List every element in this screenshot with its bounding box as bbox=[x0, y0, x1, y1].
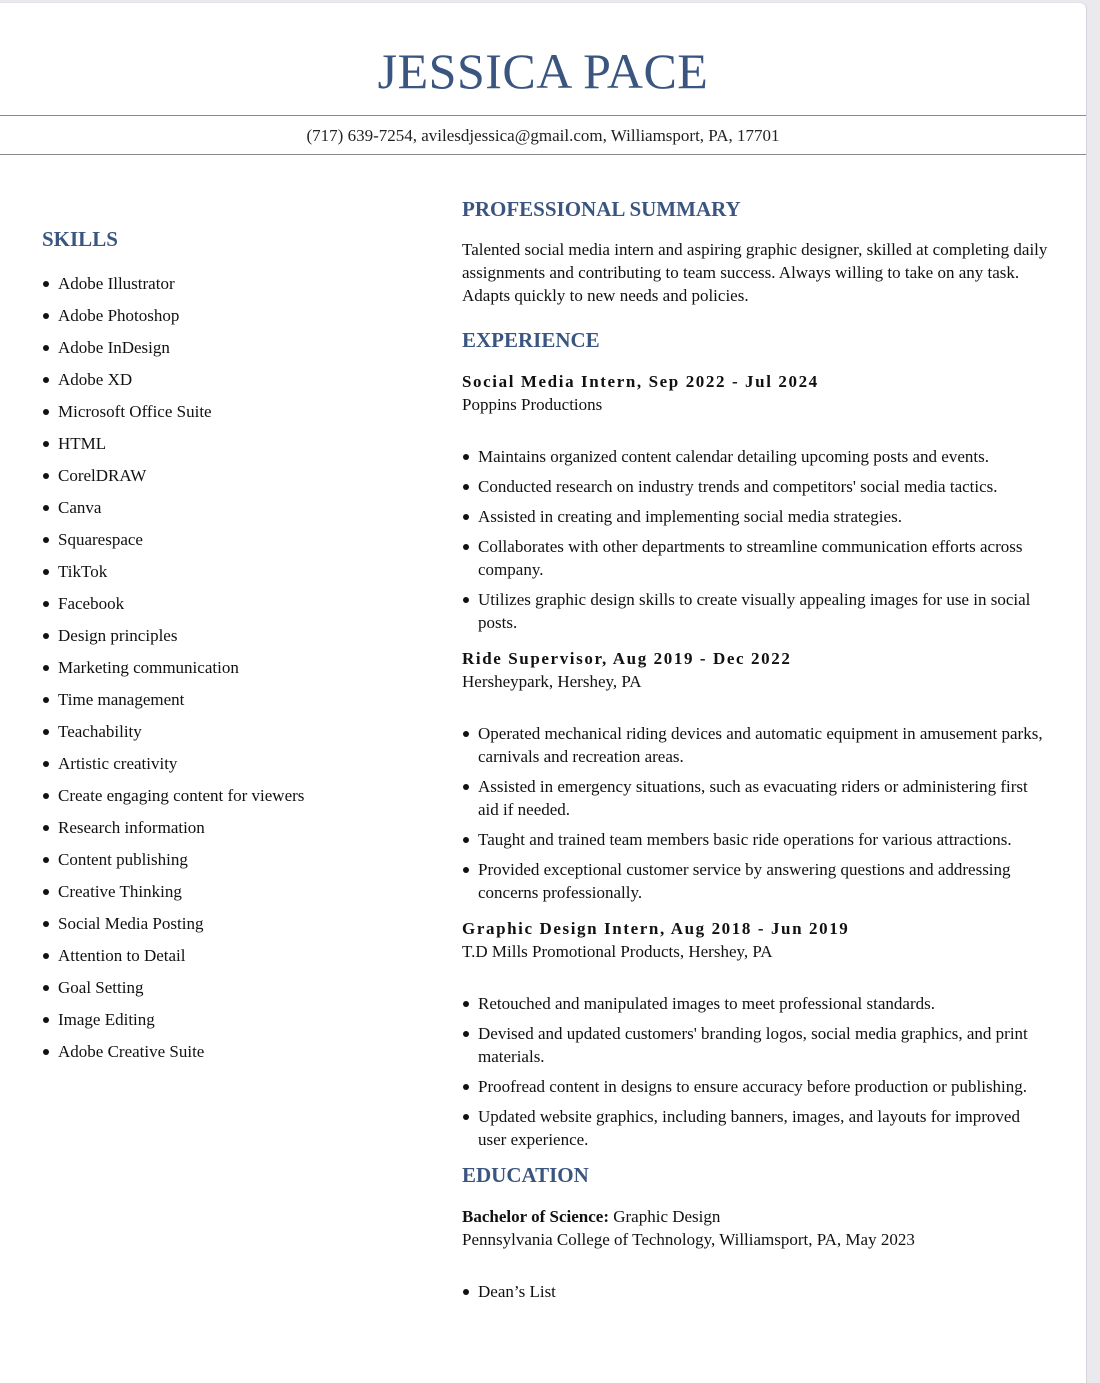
skill-item: Creative Thinking bbox=[42, 876, 402, 908]
skill-item: Create engaging content for viewers bbox=[42, 780, 402, 812]
skill-item: Adobe XD bbox=[42, 364, 402, 396]
skill-item: Marketing communication bbox=[42, 652, 402, 684]
summary-section bbox=[462, 196, 1052, 307]
skill-item: Squarespace bbox=[42, 524, 402, 556]
experience-title: EXPERIENCE bbox=[462, 328, 600, 352]
skill-item: Social Media Posting bbox=[42, 908, 402, 940]
skill-item: TikTok bbox=[42, 556, 402, 588]
education-title: EDUCATION bbox=[462, 1163, 589, 1187]
skill-item: Goal Setting bbox=[42, 972, 402, 1004]
job-bullet: Updated website graphics, including banners, images, and layouts for improved user experience. bbox=[462, 1105, 1052, 1151]
job-bullet: Utilizes graphic design skills to create visually appealing images for use in social posts. bbox=[462, 588, 1052, 634]
skill-item: Adobe InDesign bbox=[42, 332, 402, 364]
education-section bbox=[462, 1162, 1052, 1303]
job-bullet: Maintains organized content calendar detailing upcoming posts and events. bbox=[462, 445, 1052, 468]
main-column bbox=[462, 196, 1052, 1310]
skill-item: Adobe Illustrator bbox=[42, 268, 402, 300]
job-title: Social Media Intern, Sep 2022 - Jul 2024 bbox=[462, 372, 819, 391]
skill-item: Research information bbox=[42, 812, 402, 844]
job-entry bbox=[462, 917, 1052, 1151]
job-bullet: Collaborates with other departments to streamline communication efforts across company. bbox=[462, 535, 1052, 581]
summary-text: Talented social media intern and aspiring graphic designer, skilled at completing daily assignments and contributing to team success. Always willing to take on any task. Adapts quickly to new needs and policies. bbox=[462, 240, 1048, 305]
job-bullets bbox=[462, 445, 1052, 634]
skills-title: SKILLS bbox=[42, 227, 118, 251]
skill-item: Adobe Photoshop bbox=[42, 300, 402, 332]
job-bullets bbox=[462, 722, 1052, 904]
summary-title: PROFESSIONAL SUMMARY bbox=[462, 197, 741, 221]
job-bullet: Operated mechanical riding devices and automatic equipment in amusement parks, carnivals and recreation areas. bbox=[462, 722, 1052, 768]
job-bullet: Assisted in creating and implementing social media strategies. bbox=[462, 505, 1052, 528]
job-company: Poppins Productions bbox=[462, 395, 603, 414]
job-bullet: Assisted in emergency situations, such as evacuating riders or administering first aid if needed. bbox=[462, 775, 1052, 821]
honor-item: Dean’s List bbox=[462, 1280, 1052, 1303]
skills-list bbox=[42, 268, 402, 1068]
job-entry bbox=[462, 647, 1052, 904]
experience-section bbox=[462, 327, 1052, 1151]
job-title: Ride Supervisor, Aug 2019 - Dec 2022 bbox=[462, 649, 792, 668]
job-bullet: Proofread content in designs to ensure accuracy before production or publishing. bbox=[462, 1075, 1052, 1098]
skill-item: Adobe Creative Suite bbox=[42, 1036, 402, 1068]
resume-page bbox=[0, 3, 1086, 1383]
job-company: Hersheypark, Hershey, PA bbox=[462, 672, 642, 691]
degree-field: Graphic Design bbox=[613, 1207, 721, 1226]
skill-item: Design principles bbox=[42, 620, 402, 652]
job-title: Graphic Design Intern, Aug 2018 - Jun 2019 bbox=[462, 919, 850, 938]
skill-item: Microsoft Office Suite bbox=[42, 396, 402, 428]
job-bullets bbox=[462, 992, 1052, 1151]
skill-item: Canva bbox=[42, 492, 402, 524]
degree bbox=[462, 1205, 1052, 1228]
skill-item: Artistic creativity bbox=[42, 748, 402, 780]
candidate-name: JESSICA PACE bbox=[377, 43, 709, 99]
school: Pennsylvania College of Technology, Williamsport, PA, May 2023 bbox=[462, 1230, 915, 1249]
skill-item: Content publishing bbox=[42, 844, 402, 876]
skill-item: Teachability bbox=[42, 716, 402, 748]
header-divider-top bbox=[0, 115, 1086, 116]
contact-info: (717) 639-7254, avilesdjessica@gmail.com, Williamsport, PA, 17701 bbox=[306, 126, 780, 145]
job-bullet: Conducted research on industry trends and competitors' social media tactics. bbox=[462, 475, 1052, 498]
education-honors bbox=[462, 1280, 1052, 1303]
job-bullet: Devised and updated customers' branding logos, social media graphics, and print materials. bbox=[462, 1022, 1052, 1068]
skill-item: Image Editing bbox=[42, 1004, 402, 1036]
skill-item: Time management bbox=[42, 684, 402, 716]
skill-item: Attention to Detail bbox=[42, 940, 402, 972]
skill-item: CorelDRAW bbox=[42, 460, 402, 492]
degree-label: Bachelor of Science: bbox=[462, 1207, 609, 1226]
job-bullet: Provided exceptional customer service by answering questions and addressing concerns professionally. bbox=[462, 858, 1052, 904]
skills-section bbox=[42, 226, 402, 1068]
job-bullet: Taught and trained team members basic ride operations for various attractions. bbox=[462, 828, 1052, 851]
skill-item: HTML bbox=[42, 428, 402, 460]
job-entry bbox=[462, 370, 1052, 634]
skill-item: Facebook bbox=[42, 588, 402, 620]
job-bullet: Retouched and manipulated images to meet professional standards. bbox=[462, 992, 1052, 1015]
header-divider-bottom bbox=[0, 154, 1086, 155]
job-company: T.D Mills Promotional Products, Hershey, PA bbox=[462, 942, 773, 961]
